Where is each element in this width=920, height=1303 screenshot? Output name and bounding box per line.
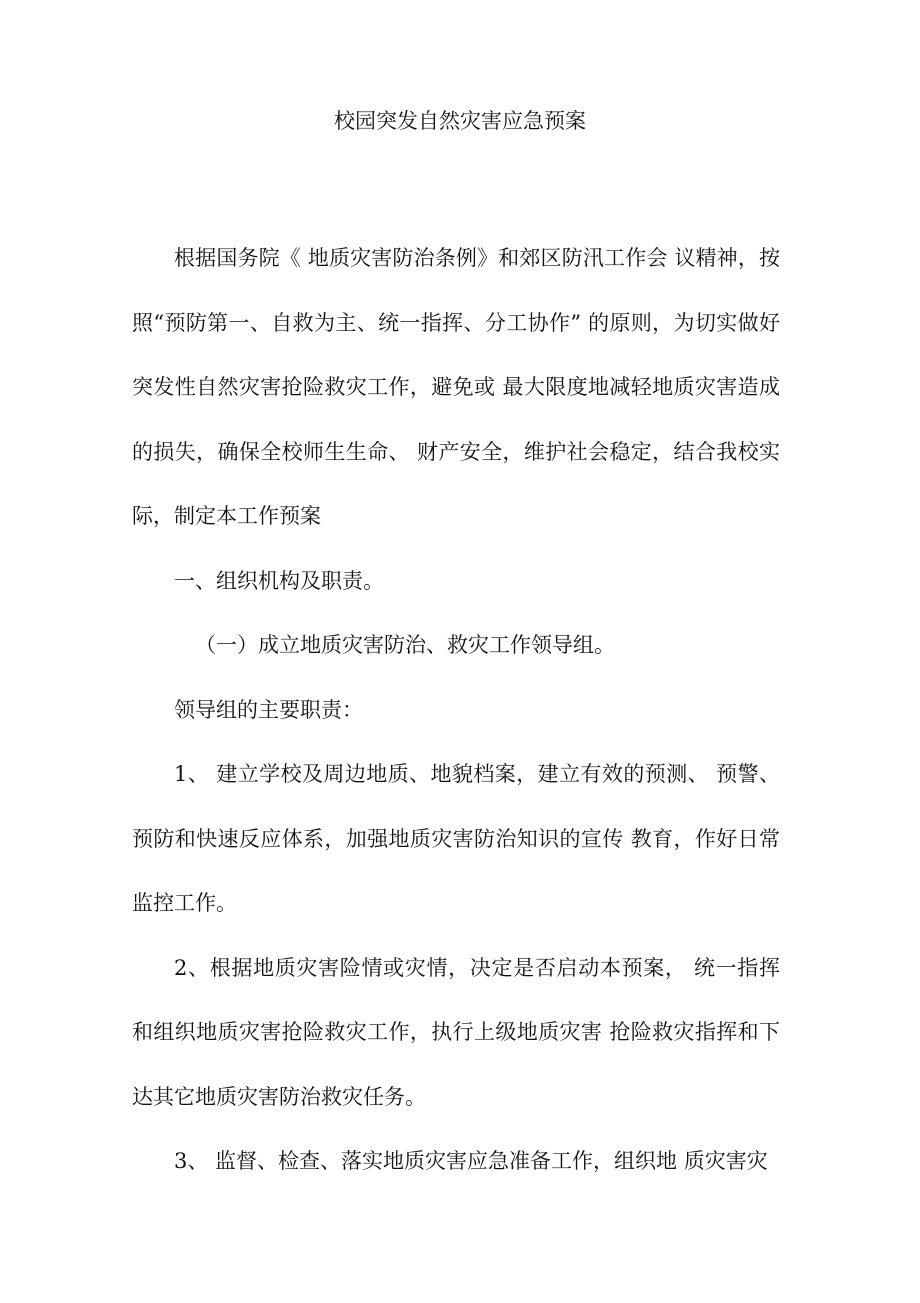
paragraph-intro: 根据国务院《 地质灾害防治条例》和郊区防汛工作会 议精神，按照“预防第一、自救为主、统一指挥、分工协作” 的原则，为切实做好突发性自然灾害抢险救灾工作，避免或 最大限度地减轻地质灾害造成的损失，确保全校师生生命、 财产安全，维护社会稳定，结合我校实际，制定本工作预案	[132, 246, 780, 528]
subsection-heading-leadership-group: （一）成立地质灾害防治、救灾工作领导组。	[195, 633, 615, 657]
section-heading-organization: 一、组织机构及职责。	[174, 568, 384, 593]
paragraph-duty-2: 2、根据地质灾害险情或灾情，决定是否启动本预案， 统一指挥和组织地质灾害抢险救灾工作，执行上级地质灾害 抢险救灾指挥和下达其它地质灾害防治救灾任务。	[132, 955, 780, 1109]
paragraph-duties-label: 领导组的主要职责：	[174, 697, 363, 722]
paragraph-duty-1: 1、 建立学校及周边地质、地貌档案，建立有效的预测、 预警、预防和快速反应体系，加强地质灾害防治知识的宣传 教育，作好日常监控工作。	[132, 762, 780, 915]
document-title: 校园突发自然灾害应急预案	[334, 109, 586, 133]
document-body	[132, 226, 780, 1194]
paragraph-duty-3: 3、 监督、检查、落实地质灾害应急准备工作，组织地 质灾害灾	[174, 1149, 768, 1173]
